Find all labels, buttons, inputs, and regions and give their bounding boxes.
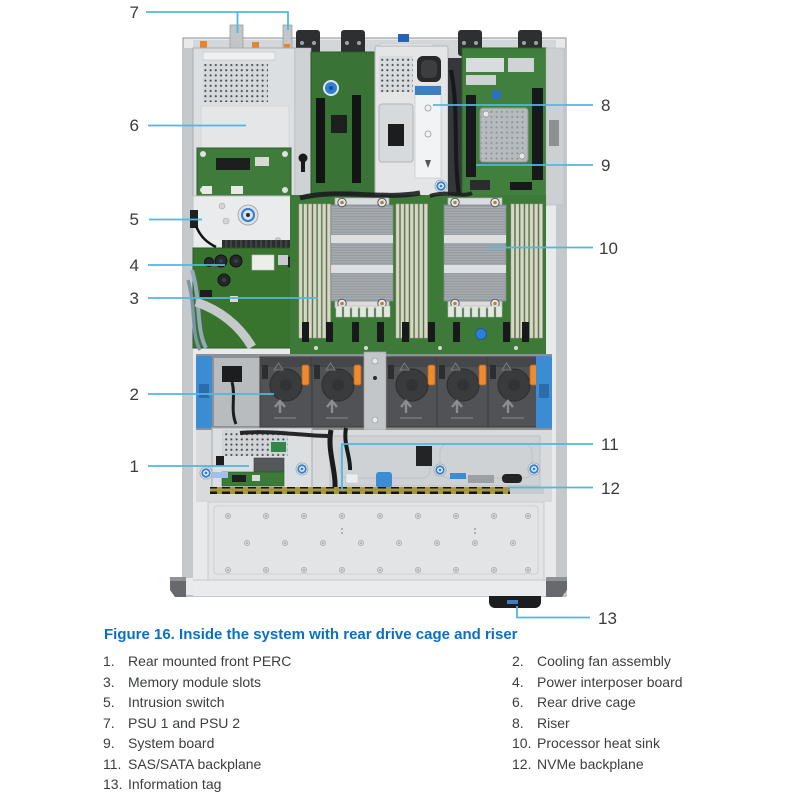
blue-clip (398, 34, 409, 42)
legend-item-7 (103, 713, 503, 734)
fan-module (488, 357, 540, 427)
callout-label-9: 9 (601, 156, 611, 175)
legend-item-number: 3. (103, 673, 115, 690)
callout-label-8: 8 (601, 96, 611, 115)
black-handle (502, 474, 522, 483)
blue-connector (450, 473, 466, 479)
legend-item-number: 5. (103, 694, 115, 710)
processor-heatsink-left (331, 198, 393, 308)
callout-label-7: 7 (129, 3, 139, 22)
figure-caption: Figure 16. Inside the system with rear drive cage and riser (104, 626, 518, 643)
legend-item-3 (103, 672, 503, 693)
rear-mounted-front-perc (200, 428, 312, 488)
riser-pcb-left (310, 52, 375, 208)
memory-dimm-bank-left (299, 204, 331, 338)
callout-label-12: 12 (601, 479, 620, 498)
legend-item-label: System board (128, 735, 215, 751)
legend-item-number: 1. (103, 653, 115, 669)
legend-item-6 (512, 692, 792, 713)
touchpoint-notch (199, 384, 209, 398)
callout-label-10: 10 (599, 239, 618, 258)
right-wall-connector (549, 120, 559, 146)
legend-item-number: 6. (512, 694, 524, 710)
legend-item-label: Memory module slots (128, 673, 262, 690)
legend-item-label: SAS/SATA backplane (128, 755, 262, 772)
riser-label (415, 86, 441, 178)
gray-connector (468, 475, 494, 483)
fan-module (437, 357, 489, 427)
callout-label-1: 1 (129, 457, 139, 476)
cage-divider-panel (295, 48, 311, 205)
callout-label-3: 3 (129, 289, 139, 308)
legend-item-number: 10. (512, 735, 532, 751)
legend-item-label: Cooling fan assembly (537, 653, 671, 669)
legend-item-label: NVMe backplane (537, 755, 644, 772)
memory-dimm-bank-right (511, 204, 543, 338)
legend-item-number: 7. (103, 714, 115, 731)
system-board (462, 48, 546, 205)
legend-item-label: Riser (537, 714, 570, 731)
callout-label-13: 13 (598, 609, 617, 626)
legend-item-4 (512, 672, 792, 693)
legend-item-number: 11. (103, 755, 122, 772)
riser (375, 46, 448, 202)
fan-cage-center-bracket (364, 352, 386, 430)
legend-item-number: 9. (103, 735, 115, 751)
legend-item-number: 2. (512, 653, 524, 669)
cooling-fan-assembly (196, 352, 552, 430)
blue-release-latch (376, 472, 392, 488)
legend-item-label: Rear drive cage (537, 694, 636, 710)
legend-item-label: PSU 1 and PSU 2 (128, 714, 241, 731)
callout-label-2: 2 (129, 385, 139, 404)
legend-item-8 (512, 713, 792, 734)
legend-item-label: Information tag (128, 776, 222, 792)
processor-heatsink-right (444, 198, 506, 308)
legend-item-10 (512, 733, 792, 754)
legend-item-1 (103, 651, 503, 672)
callout-label-11: 11 (601, 435, 619, 454)
callout-label-6: 6 (129, 116, 139, 135)
legend-item-number: 13. (103, 776, 123, 792)
legend-item-number: 12. (512, 755, 532, 772)
legend-item-number: 8. (512, 714, 524, 731)
legend-column-right (512, 651, 792, 774)
legend-item-13 (103, 774, 503, 795)
callout-label-4: 4 (129, 256, 139, 275)
fan-shroud-left (214, 358, 260, 426)
fan-module (386, 357, 438, 427)
nvme-backplane-edge (210, 487, 510, 494)
leader-7 (146, 12, 288, 33)
callout-label-5: 5 (129, 210, 139, 229)
power-connector (346, 474, 358, 483)
legend-item-label: Processor heat sink (537, 735, 660, 751)
memory-dimm-bank-center (396, 204, 428, 338)
drive-backplane-edge (210, 487, 544, 494)
rear-drive-cage (193, 48, 295, 205)
legend-item-12 (512, 754, 792, 775)
legend-item-5 (103, 692, 503, 713)
legend-column-left (103, 651, 503, 795)
fan-module (312, 357, 364, 427)
legend-item-label: Intrusion switch (128, 694, 225, 710)
rear-drive-cage-pcb (197, 148, 291, 198)
drive-bay-blank-panel (208, 502, 544, 580)
touchpoint-notch (539, 384, 549, 398)
legend-item-9 (103, 733, 503, 754)
legend-item-label: Rear mounted front PERC (128, 653, 292, 669)
legend-item-11 (103, 754, 503, 775)
information-tag (489, 596, 541, 608)
system-board-mini-heatsink (480, 108, 528, 162)
cable-channel (448, 58, 462, 202)
legend-item-number: 4. (512, 673, 524, 690)
legend-item-label: Power interposer board (537, 673, 683, 690)
legend-item-2 (512, 651, 792, 672)
fan-module (260, 357, 312, 427)
